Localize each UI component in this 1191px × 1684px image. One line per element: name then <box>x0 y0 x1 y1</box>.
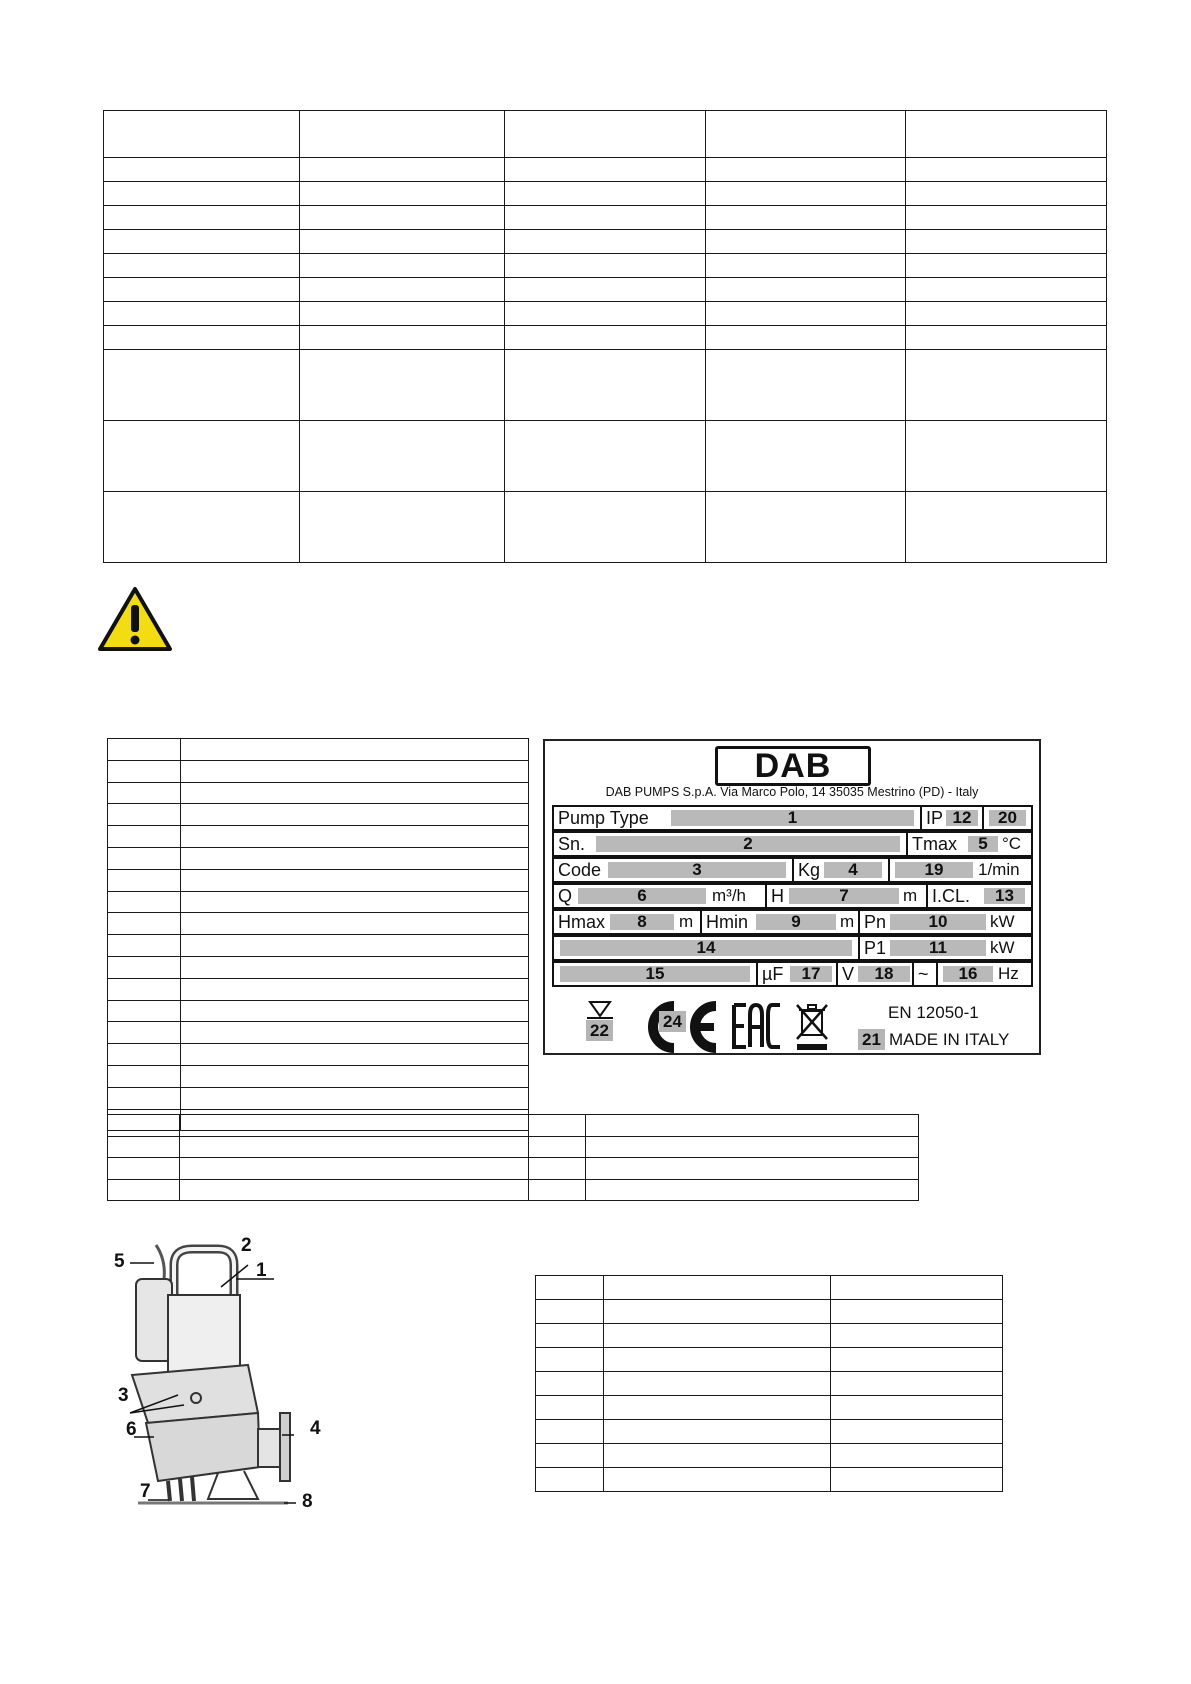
code-label: Code <box>558 859 602 880</box>
p1-label: P1 <box>864 937 887 958</box>
field-3: 3 <box>608 862 786 878</box>
pn-unit: kW <box>990 912 1015 931</box>
kg-label: Kg <box>798 859 821 880</box>
field-6: 6 <box>578 888 706 904</box>
components-table <box>535 1275 1003 1492</box>
flow-unit: m³/h <box>712 886 746 905</box>
top-table <box>103 110 1107 563</box>
pump-drawing <box>108 1235 330 1515</box>
eac-mark-icon <box>732 1003 784 1049</box>
made-in-text: MADE IN ITALY <box>889 1030 1010 1049</box>
figure-label-2: 2 <box>241 1235 252 1256</box>
warning-triangle-icon <box>97 586 173 652</box>
field-14: 14 <box>560 940 852 956</box>
legend-table-extension <box>107 1114 919 1201</box>
nameplate <box>543 739 1041 1055</box>
rpm-unit: 1/min <box>978 860 1020 879</box>
legend-table <box>107 738 529 1131</box>
q-label: Q <box>558 885 573 906</box>
v-label: V <box>842 963 855 984</box>
hz-unit: Hz <box>998 964 1019 983</box>
field-22: 22 <box>586 1020 613 1041</box>
phase-label: ~ <box>918 963 929 984</box>
row-head <box>552 909 1033 935</box>
h-label: H <box>771 885 784 906</box>
ip-label: IP <box>926 807 944 828</box>
hmax-unit: m <box>679 912 694 931</box>
row-electrical <box>552 961 1033 987</box>
sn-label: Sn. <box>558 833 586 854</box>
row-serial <box>552 831 1033 857</box>
field-7: 7 <box>789 888 899 904</box>
figure-label-3: 3 <box>118 1385 129 1406</box>
field-5: 5 <box>968 836 998 852</box>
field-21: 21 <box>858 1029 885 1050</box>
field-13: 13 <box>984 888 1025 904</box>
pump-type-label: Pump Type <box>558 807 649 828</box>
field-18: 18 <box>858 966 910 982</box>
figure-label-1: 1 <box>256 1260 267 1281</box>
weee-bin-icon <box>794 1001 830 1051</box>
hmax-label: Hmax <box>558 911 606 932</box>
icl-label: I.CL. <box>932 885 971 906</box>
field-20: 20 <box>989 810 1026 826</box>
dab-logo: DAB <box>715 746 871 786</box>
field-15: 15 <box>560 966 750 982</box>
field-11: 11 <box>890 940 986 956</box>
row-flow <box>552 883 1033 909</box>
field-17: 17 <box>790 966 832 982</box>
row-code <box>552 857 1033 883</box>
field-8: 8 <box>610 914 674 930</box>
uf-label: µF <box>762 963 784 984</box>
field-1: 1 <box>671 810 914 826</box>
field-10: 10 <box>890 914 986 930</box>
water-level-icon <box>585 999 615 1019</box>
manufacturer-address: DAB PUMPS S.p.A. Via Marco Polo, 14 35035 Mestrino (PD) - Italy <box>605 785 979 799</box>
standard-text: EN 12050-1 <box>888 1003 979 1022</box>
figure-label-7: 7 <box>140 1481 151 1502</box>
figure-label-4: 4 <box>310 1418 321 1439</box>
hmin-label: Hmin <box>706 911 749 932</box>
row-power <box>552 935 1033 961</box>
field-19: 19 <box>895 862 973 878</box>
celsius-unit: °C <box>1002 834 1022 853</box>
h-unit: m <box>903 886 918 905</box>
p1-unit: kW <box>990 938 1015 957</box>
hmin-unit: m <box>840 912 855 931</box>
tmax-label: Tmax <box>912 833 957 854</box>
pn-label: Pn <box>864 911 887 932</box>
figure-label-5: 5 <box>114 1251 125 1272</box>
field-2: 2 <box>596 836 900 852</box>
figure-label-6: 6 <box>126 1419 137 1440</box>
field-9: 9 <box>756 914 836 930</box>
row-pump-type <box>552 805 1033 831</box>
field-4: 4 <box>824 862 882 878</box>
field-24: 24 <box>659 1011 686 1032</box>
field-12: 12 <box>946 810 978 826</box>
field-16: 16 <box>943 966 993 982</box>
figure-label-8: 8 <box>302 1491 313 1512</box>
